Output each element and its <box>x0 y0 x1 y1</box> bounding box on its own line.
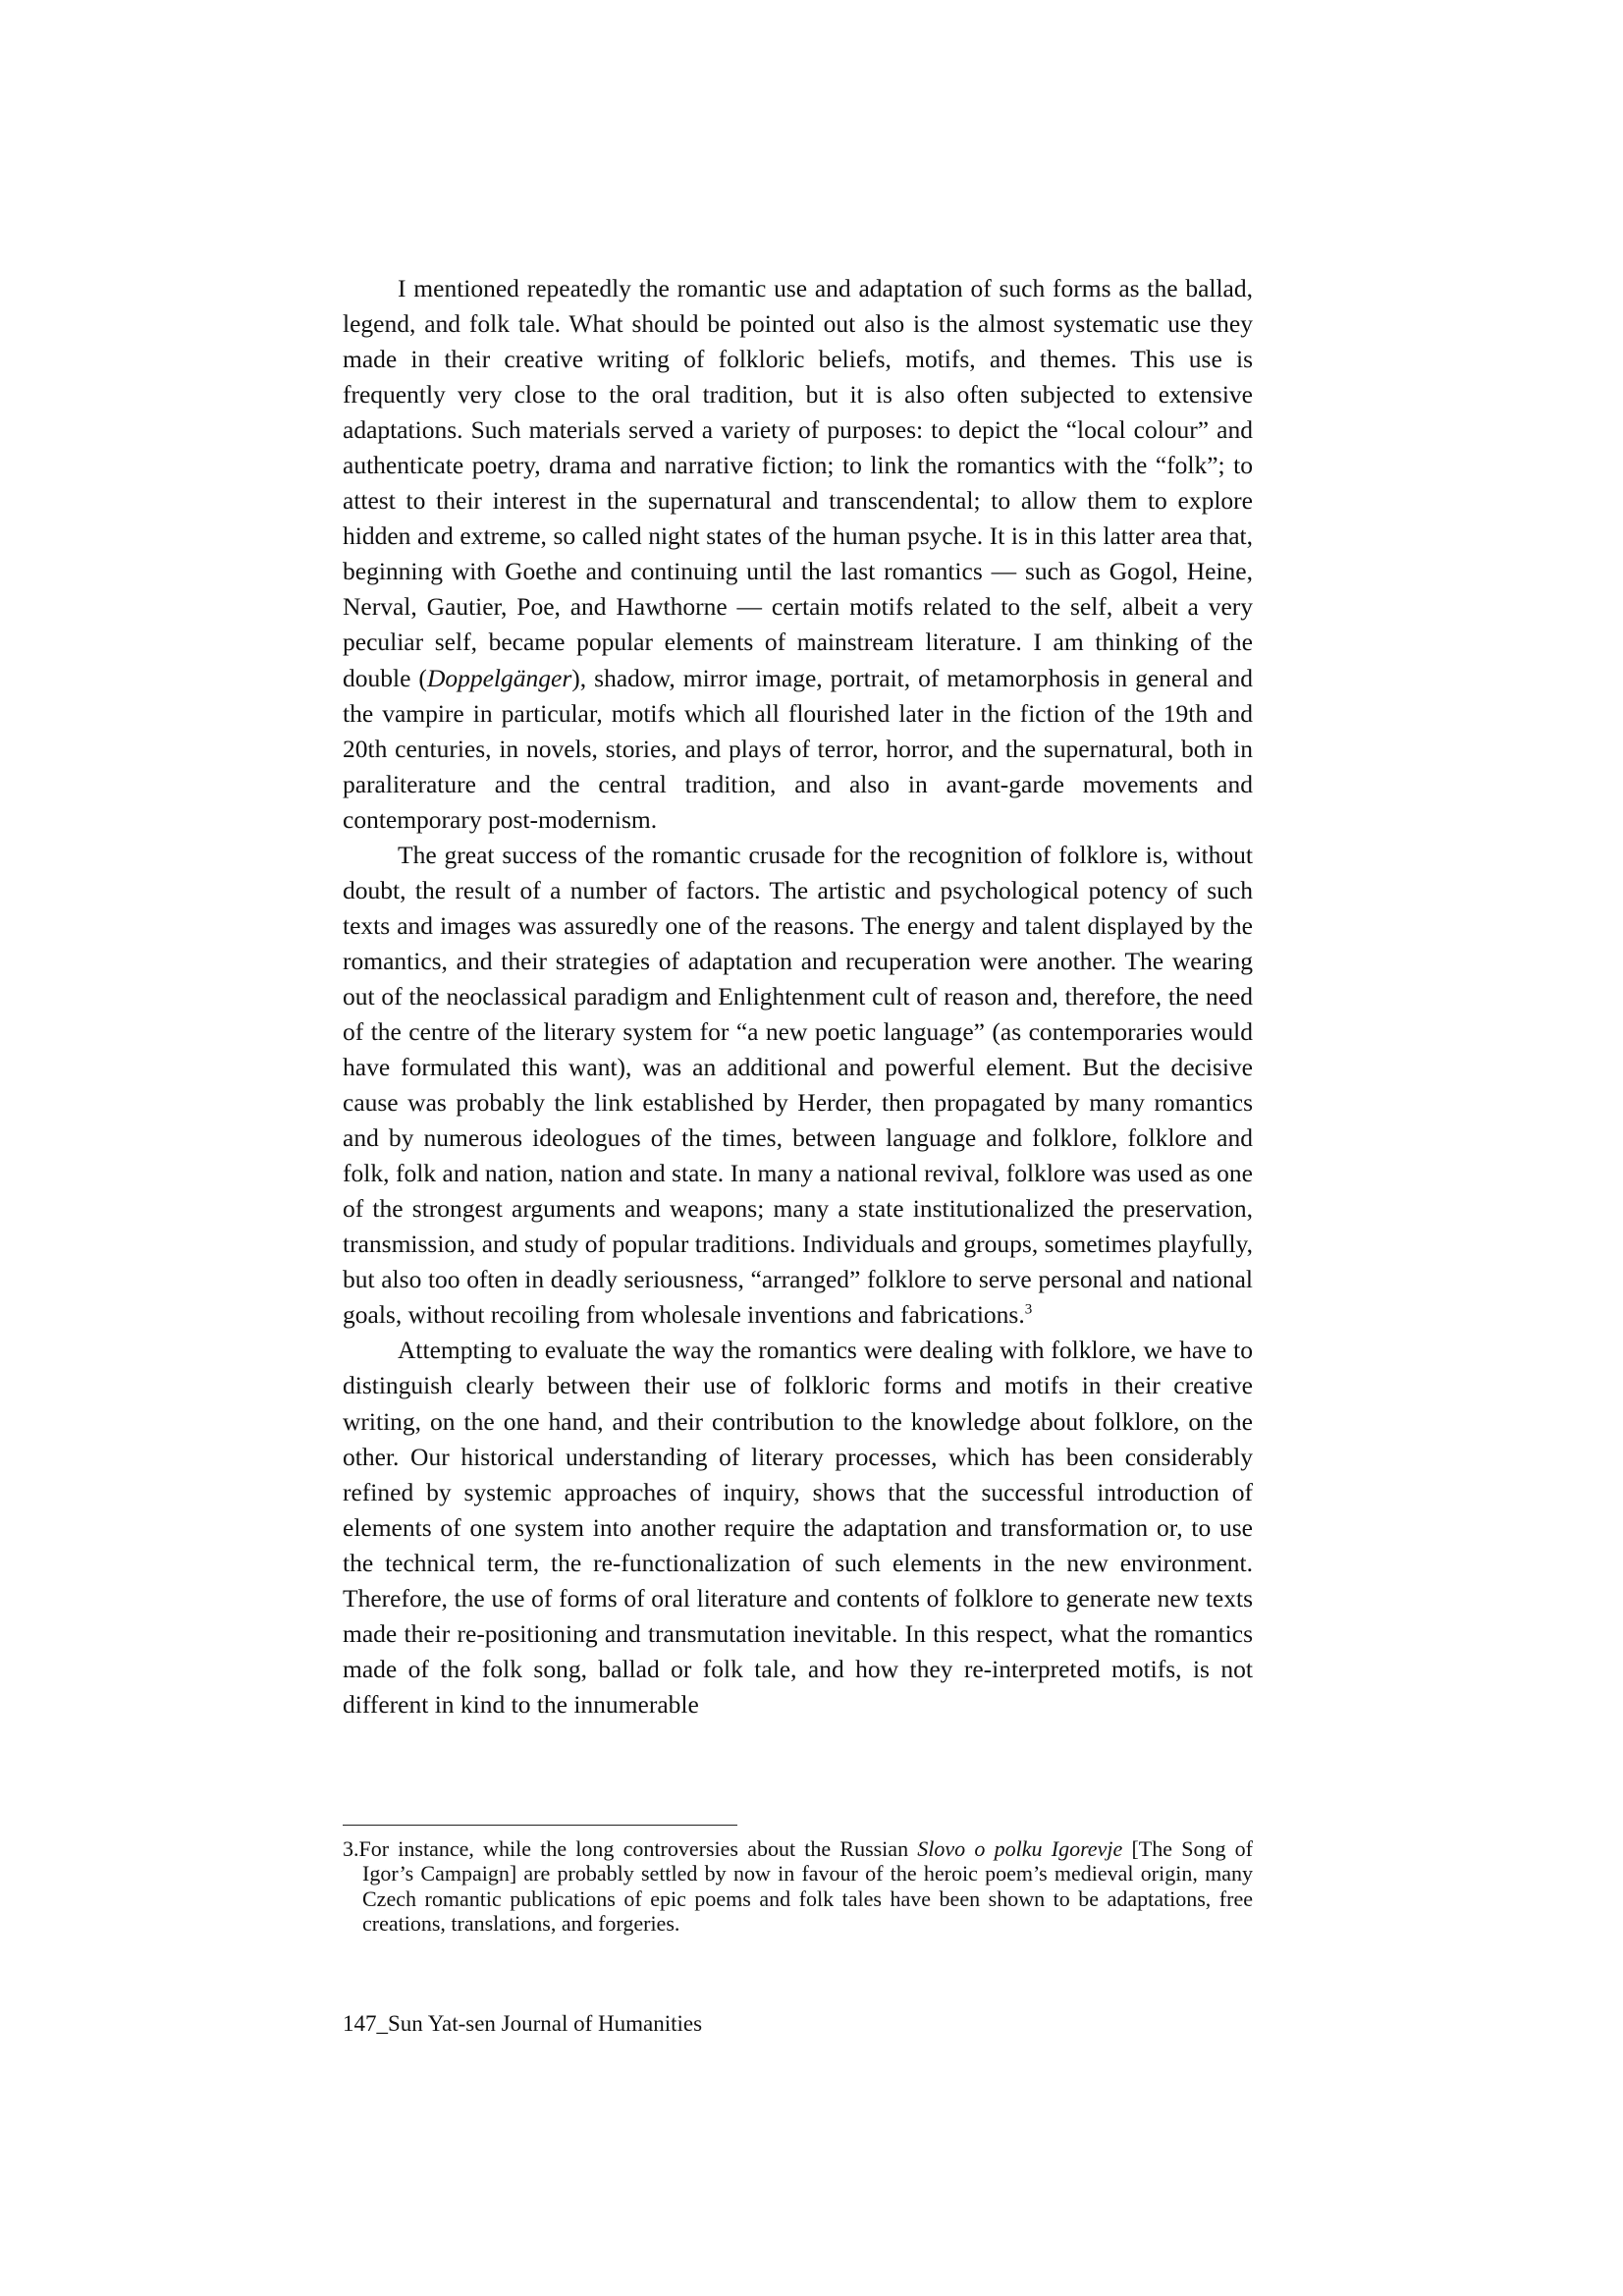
paragraph-2-text: The great success of the romantic crusade for the recognition of folklore is, without doubt, the result of a number of factors. The artistic and psychological potency of such texts and images was assuredly one of the reasons. The energy and talent displayed by the romantics, and their strategies of adaptation and recuperation were another. The wearing out of the neoclassical paradigm and Enlightenment cult of reason and, therefore, the need of the centre of the literary system for “a new poetic language” (as contemporaries would have formulated this want), was an additional and powerful element. But the decisive cause was probably the link established by Herder, then propagated by many romantics and by numerous ideologues of the times, between language and folklore, folklore and folk, folk and nation, nation and state. In many a national revival, folklore was used as one of the strongest arguments and weapons; many a state institutionalized the preservation, transmission, and study of popular traditions. Individuals and groups, sometimes playfully, but also too often in deadly seriousness, “arranged” folklore to serve personal and national goals, without recoiling from wholesale inventions and fabrications. <box>343 840 1253 1330</box>
footnote <box>343 1836 1253 1936</box>
footnote-reference: 3 <box>1024 1301 1033 1318</box>
paragraph-3-text: Attempting to evaluate the way the romantics were dealing with folklore, we have to distinguish clearly between their use of folkloric forms and motifs in their creative writing, on the one hand, and their contribution to the knowledge about folklore, on the other. Our historical understanding of literary processes, which has been considerably refined by systemic approaches of inquiry, shows that the successful introduction of elements of one system into another require the adaptation and transformation or, to use the technical term, the re-functionalization of such elements in the new environment. Therefore, the use of forms of oral literature and contents of folklore to generate new texts made their re-positioning and transmutation inevitable. In this respect, what the romantics made of the folk song, ballad or folk tale, and how they re-interpreted motifs, is not different in kind to the innumerable <box>343 1336 1253 1719</box>
paragraph-2 <box>343 838 1253 1334</box>
paragraph-1 <box>343 271 1253 838</box>
footnote-italic-title: Slovo o polku Igorevje <box>917 1836 1123 1861</box>
footnote-divider <box>343 1825 737 1826</box>
paragraph-1-text-after: ), shadow, mirror image, portrait, of metamorphosis in general and the vampire in particular, motifs which all flourished later in the fiction of the 19th and 20th centuries, in novels, stories, and plays of terror, horror, and the supernatural, both in paraliterature and the central tradition, and also in avant-garde movements and contemporary post-modernism. <box>343 663 1253 834</box>
footnote-text: For instance, while the long controversies about the Russian <box>358 1836 918 1861</box>
footnote-number: 3. <box>343 1836 359 1861</box>
paragraph-3 <box>343 1333 1253 1722</box>
paragraph-1-italic: Doppelgänger <box>426 663 572 692</box>
page-footer: 147_Sun Yat-sen Journal of Humanities <box>343 2011 703 2036</box>
footnote-text-after: [The Song of Igor’s Campaign] are probably settled by now in favour of the heroic poem’s medieval origin, many Czech romantic publications of epic poems and folk tales have been shown to be adaptations, free creations, translations, and forgeries. <box>362 1836 1253 1936</box>
body-text <box>343 271 1253 1722</box>
paragraph-1-text: I mentioned repeatedly the romantic use and adaptation of such forms as the ballad, legend, and folk tale. What should be pointed out also is the almost systematic use they made in their creative writing of folkloric beliefs, motifs, and themes. This use is frequently very close to the oral tradition, but it is also often subjected to extensive adaptations. Such materials served a variety of purposes: to depict the “local colour” and authenticate poetry, drama and narrative fiction; to link the romantics with the “folk”; to attest to their interest in the supernatural and transcendental; to allow them to explore hidden and extreme, so called night states of the human psyche. It is in this latter area that, beginning with Goethe and continuing until the last romantics — such as Gogol, Heine, Nerval, Gautier, Poe, and Hawthorne — certain motifs related to the self, albeit a very peculiar self, became popular elements of mainstream literature. I am thinking of the double ( <box>343 274 1253 692</box>
